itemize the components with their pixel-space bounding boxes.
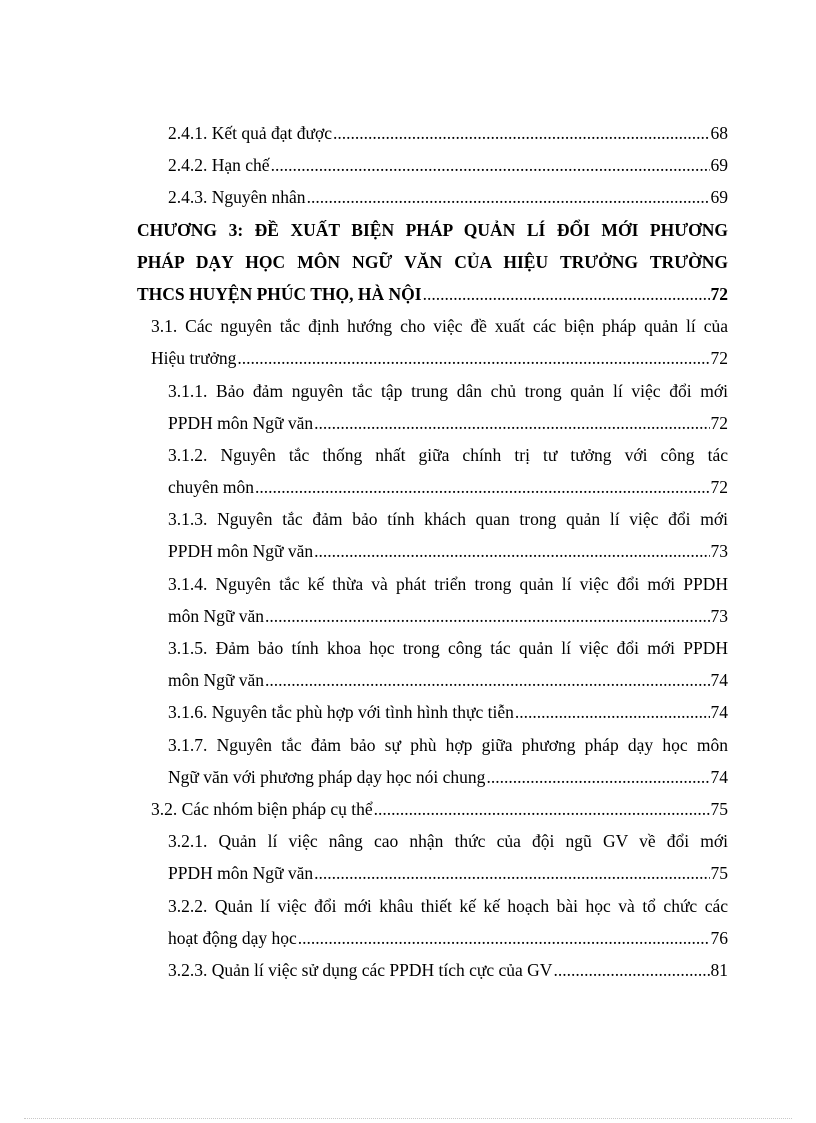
toc-entry-3-1-1[interactable] (0, 375, 728, 439)
toc-entry-3-2[interactable] (0, 793, 728, 825)
toc-page-number: 68 (710, 123, 728, 143)
toc-entry-3-2-1[interactable] (0, 825, 728, 889)
toc-leader-dots (314, 857, 709, 889)
toc-entry-title: chuyên môn (168, 477, 255, 498)
toc-entry-3-1-7[interactable] (0, 729, 728, 793)
toc-entry-title-line: 3.1.5. Đảm bảo tính khoa học trong công tác quản lí việc đổi mới PPDH (168, 638, 728, 658)
toc-entry-title-line: PHÁP DẠY HỌC MÔN NGỮ VĂN CỦA HIỆU TRƯỞNG TRƯỜNG (137, 251, 728, 272)
toc-page-number: 75 (710, 863, 728, 884)
toc-page-number: 72 (710, 477, 728, 498)
toc-leader-dots (314, 535, 709, 567)
toc-entry-title: 2.4.1. Kết quả đạt được (168, 123, 333, 143)
toc-entry-3-1-3[interactable] (0, 503, 728, 567)
toc-entry-title: hoạt động dạy học (168, 927, 297, 948)
toc-leader-dots (374, 793, 710, 825)
table-of-contents (0, 117, 816, 986)
toc-page-number: 75 (710, 798, 728, 819)
toc-entry-title-line: 3.2.2. Quản lí việc đổi mới khâu thiết kế kế hoạch bài học và tổ chức các (168, 895, 728, 916)
toc-entry-title-line: 3.1.7. Nguyên tắc đảm bảo sự phù hợp giữa phương pháp dạy học môn (168, 734, 728, 755)
toc-entry-title: môn Ngữ văn (168, 670, 265, 691)
toc-entry-2-4-2[interactable] (0, 149, 728, 181)
toc-chapter-3[interactable] (0, 214, 728, 311)
page-bottom-divider (24, 1118, 792, 1119)
toc-entry-3-1[interactable] (0, 310, 728, 374)
toc-entry-title: Ngữ văn với phương pháp dạy học nói chung (168, 766, 486, 787)
toc-entry-3-1-6[interactable] (0, 696, 728, 728)
toc-leader-dots (333, 117, 709, 149)
toc-page-number: 69 (710, 187, 728, 208)
toc-page-number: 73 (710, 605, 728, 626)
toc-entry-title: PPDH môn Ngữ văn (168, 863, 314, 884)
toc-entry-title: 3.1.6. Nguyên tắc phù hợp với tình hình thực tiễn (168, 702, 514, 723)
toc-leader-dots (486, 761, 709, 793)
toc-entry-3-2-3[interactable] (0, 954, 728, 986)
toc-entry-title: Hiệu trưởng (151, 348, 237, 369)
toc-leader-dots (553, 954, 709, 986)
toc-entry-title-line: 3.1.1. Bảo đảm nguyên tắc tập trung dân chủ trong quản lí việc đổi mới (168, 380, 728, 401)
toc-entry-3-1-2[interactable] (0, 439, 728, 503)
toc-entry-title-line: 3.1. Các nguyên tắc định hướng cho việc đề xuất các biện pháp quản lí của (151, 316, 728, 337)
toc-leader-dots (265, 664, 709, 696)
toc-entry-title-line: 3.1.3. Nguyên tắc đảm bảo tính khách quan trong quản lí việc đổi mới (168, 509, 728, 530)
toc-leader-dots (271, 149, 710, 181)
toc-entry-title-line: CHƯƠNG 3: ĐỀ XUẤT BIỆN PHÁP QUẢN LÍ ĐỔI MỚI PHƯƠNG (137, 219, 728, 240)
toc-entry-2-4-3[interactable] (0, 181, 728, 213)
toc-page-number: 69 (710, 155, 728, 176)
toc-page-number: 72 (710, 412, 728, 433)
toc-page-number: 72 (710, 283, 728, 304)
toc-page-number: 74 (710, 670, 728, 691)
toc-page-number: 81 (710, 959, 728, 980)
toc-entry-title: 3.2. Các nhóm biện pháp cụ thể (151, 798, 373, 819)
toc-entry-title: PPDH môn Ngữ văn (168, 541, 314, 562)
toc-entry-3-1-4[interactable] (0, 568, 728, 632)
toc-leader-dots (515, 696, 710, 728)
toc-entry-title: 2.4.2. Hạn chế (168, 155, 270, 176)
toc-entry-2-4-1[interactable] (0, 117, 728, 149)
toc-entry-title-line: 3.1.4. Nguyên tắc kế thừa và phát triển trong quản lí việc đổi mới PPDH (168, 573, 728, 594)
toc-entry-3-1-5[interactable] (0, 632, 728, 696)
toc-entry-title-line: 3.1.2. Nguyên tắc thống nhất giữa chính trị tư tưởng với công tác (168, 444, 728, 465)
toc-leader-dots (237, 342, 709, 374)
toc-entry-title: PPDH môn Ngữ văn (168, 412, 314, 433)
toc-page-number: 72 (710, 348, 728, 369)
toc-page-number: 76 (710, 927, 728, 948)
toc-leader-dots (423, 278, 710, 310)
toc-leader-dots (307, 181, 710, 213)
toc-entry-title-line: 3.2.1. Quản lí việc nâng cao nhận thức của đội ngũ GV về đổi mới (168, 831, 728, 852)
toc-page-number: 74 (710, 702, 728, 723)
toc-entry-title: THCS HUYỆN PHÚC THỌ, HÀ NỘI (137, 283, 422, 304)
toc-entry-title: 2.4.3. Nguyên nhân (168, 187, 306, 208)
toc-leader-dots (298, 922, 710, 954)
toc-entry-title: 3.2.3. Quản lí việc sử dụng các PPDH tích cực của GV (168, 959, 553, 980)
toc-leader-dots (265, 600, 709, 632)
toc-leader-dots (255, 471, 709, 503)
toc-entry-3-2-2[interactable] (0, 890, 728, 954)
toc-page-number: 74 (710, 766, 728, 787)
toc-leader-dots (314, 407, 709, 439)
toc-page-number: 73 (710, 541, 728, 562)
toc-entry-title: môn Ngữ văn (168, 605, 265, 626)
